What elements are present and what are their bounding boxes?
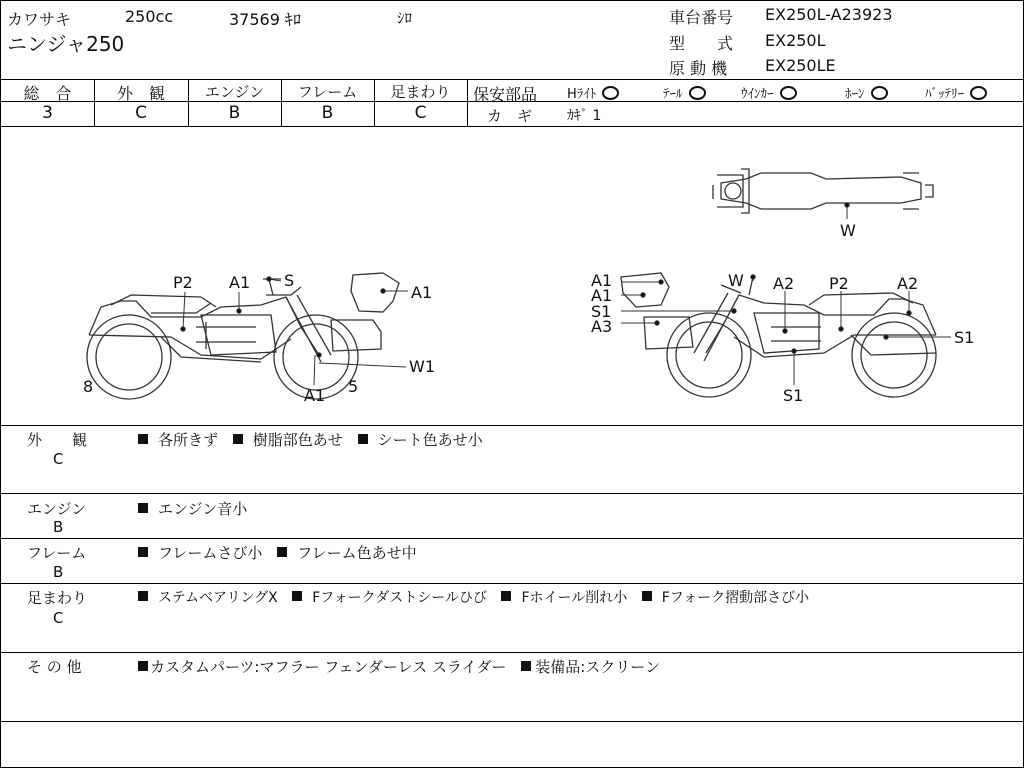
bullet-square-icon <box>138 434 148 444</box>
divider <box>1 583 1023 584</box>
type-value: EX250L <box>765 31 826 50</box>
maker: カワサキ <box>7 10 72 29</box>
ok-circle-icon <box>780 86 797 100</box>
ok-circle-icon <box>602 86 619 100</box>
damage-label: S1 <box>591 302 612 321</box>
remark-items-exterior: 各所きず 樹脂部色あせ シート色あせ小 <box>138 429 493 450</box>
safety-item-tail: ﾃｰﾙ <box>663 83 706 102</box>
safety-item-battery: ﾊﾞｯﾃﾘｰ <box>925 83 987 102</box>
engine-type-value: EX250LE <box>765 56 836 75</box>
damage-label: A1 <box>304 386 326 405</box>
damage-label: A1 <box>229 273 251 292</box>
bullet-square-icon <box>358 434 368 444</box>
divider <box>1 79 1023 80</box>
score-label-overall: 総 合 <box>23 84 72 103</box>
ok-circle-icon <box>689 86 706 100</box>
score-label-suspension: 足まわり <box>390 83 451 101</box>
bullet-square-icon <box>138 591 148 601</box>
model-name: ニンジャ250 <box>7 32 125 56</box>
remark-grade-suspension: C <box>53 609 64 627</box>
remark-label-engine: エンジン <box>27 500 87 518</box>
frame-number-value: EX250L-A23923 <box>765 5 893 24</box>
damage-label: 5 <box>348 377 359 396</box>
score-label-engine: エンジン <box>204 83 265 101</box>
score-value-frame: B <box>321 103 334 123</box>
safety-item-headlight: Hﾗｲﾄ <box>567 83 619 102</box>
bullet-square-icon <box>292 591 302 601</box>
score-label-exterior: 外 観 <box>116 84 165 103</box>
divider <box>1 652 1023 653</box>
damage-label: W <box>840 221 856 240</box>
remark-items-frame: フレームさび小 フレーム色あせ中 <box>138 542 427 563</box>
score-value-suspension: C <box>414 103 427 123</box>
safety-item-horn: ﾎｰﾝ <box>845 83 888 102</box>
remark-grade-engine: B <box>53 518 64 536</box>
remark-grade-exterior: C <box>53 450 64 468</box>
bullet-square-icon <box>642 591 652 601</box>
ok-circle-icon <box>871 86 888 100</box>
safety-item-winker: ｳｲﾝｶｰ <box>741 83 797 102</box>
damage-label: S1 <box>783 386 804 405</box>
mileage: 37569 ｷﾛ <box>229 10 301 29</box>
damage-label: A3 <box>591 317 613 336</box>
damage-label: A2 <box>773 274 795 293</box>
remark-label-suspension: 足まわり <box>27 589 88 607</box>
frame-number-label: 車台番号 <box>669 8 734 27</box>
bullet-square-icon <box>138 503 148 513</box>
bullet-square-icon <box>521 661 531 671</box>
remark-grade-frame: B <box>53 563 64 581</box>
damage-label: P2 <box>829 274 849 293</box>
divider <box>1 721 1023 722</box>
type-label: 型 式 <box>669 34 734 53</box>
engine-type-label: 原 動 機 <box>669 59 728 78</box>
divider <box>1 425 1023 426</box>
remark-label-frame: フレーム <box>27 544 87 562</box>
damage-label: S1 <box>954 328 975 347</box>
score-value-engine: B <box>228 103 241 123</box>
damage-label: S <box>284 271 295 290</box>
motorcycle-diagram <box>1 127 1023 425</box>
color: ｼﾛ <box>397 9 413 27</box>
score-value-overall: 3 <box>42 103 53 123</box>
divider <box>467 79 468 126</box>
divider <box>1 538 1023 539</box>
ok-circle-icon <box>970 86 987 100</box>
damage-label: W1 <box>409 357 435 376</box>
damage-label: A1 <box>591 271 613 290</box>
bullet-square-icon <box>501 591 511 601</box>
damage-label: W <box>728 271 744 290</box>
remark-label-exterior: 外 観 <box>27 431 88 449</box>
displacement: 250cc <box>125 7 174 26</box>
bullet-square-icon <box>233 434 243 444</box>
safety-parts-title: 保安部品 <box>473 85 538 104</box>
damage-label: A2 <box>897 274 919 293</box>
divider <box>1 493 1023 494</box>
top-view-bike-icon <box>713 169 933 213</box>
damage-label: P2 <box>173 273 193 292</box>
score-label-frame: フレーム <box>297 83 358 101</box>
remark-items-other: カスタムパーツ:マフラー フェンダーレス スライダー 装備品:スクリーン <box>138 656 670 677</box>
score-value-exterior: C <box>135 103 147 123</box>
bullet-square-icon <box>277 547 287 557</box>
damage-label: 8 <box>83 377 94 396</box>
bullet-square-icon <box>138 547 148 557</box>
remark-items-engine: エンジン音小 <box>138 498 257 519</box>
key-label: カ ギ <box>487 107 533 125</box>
damage-label: A1 <box>411 283 433 302</box>
key-value: ｶｷﾞ 1 <box>567 108 602 124</box>
remark-label-other: そ の 他 <box>27 658 82 676</box>
remark-items-suspension: ステムベアリングX Fフォークダストシールひび Fホイール削れ小 Fフォーク摺動部さび小 <box>138 587 819 607</box>
damage-label: A1 <box>591 286 613 305</box>
bullet-square-icon <box>138 661 148 671</box>
